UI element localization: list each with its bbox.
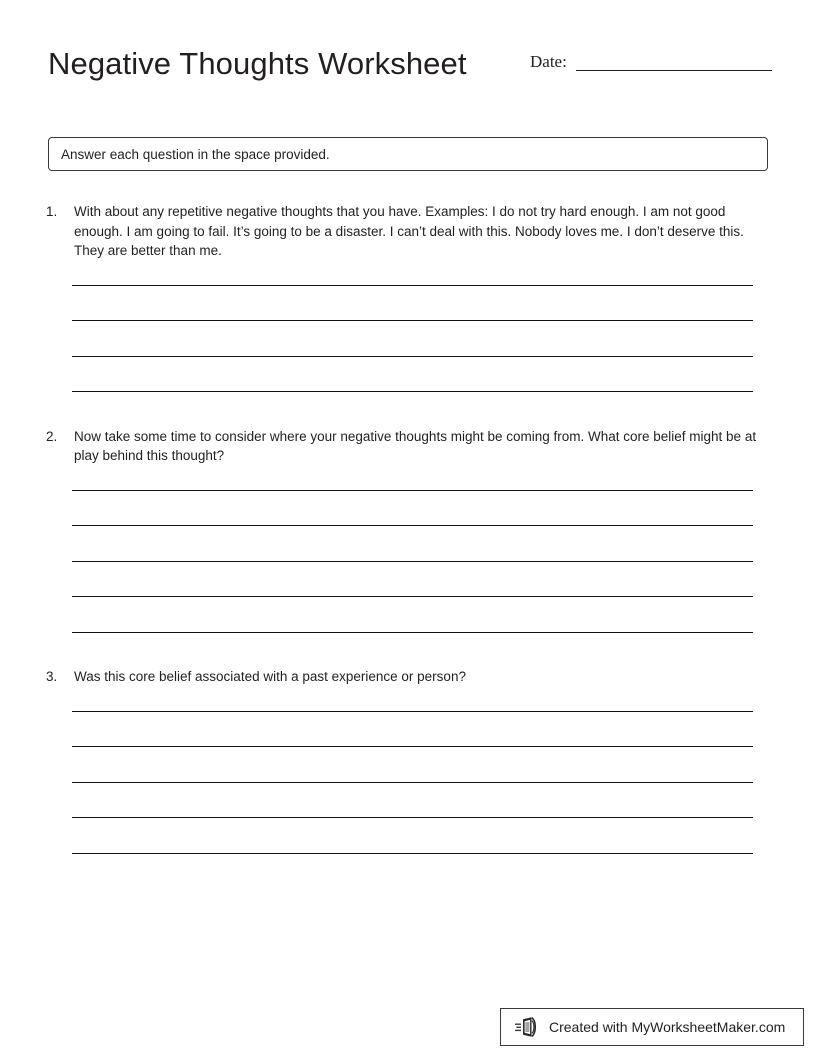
question-number: 1. — [46, 204, 58, 219]
footer-attribution-text: Created with MyWorksheetMaker.com — [549, 1019, 786, 1035]
answer-lines — [72, 687, 753, 854]
answer-line[interactable] — [72, 711, 753, 712]
question-block — [46, 202, 768, 392]
instruction-text: Answer each question in the space provided. — [61, 146, 330, 162]
answer-line[interactable] — [72, 391, 753, 392]
question-row — [46, 427, 768, 466]
question-number: 2. — [46, 428, 58, 444]
question-text: Was this core belief associated with a past experience or person? — [74, 669, 466, 684]
question-text: Now take some time to consider where your negative thoughts might be coming from. What core belief might be at play behind this thought? — [74, 428, 757, 463]
worksheet-maker-logo-icon — [515, 1015, 541, 1039]
answer-line[interactable] — [72, 320, 753, 321]
date-input-line[interactable] — [576, 70, 772, 71]
question-block — [46, 667, 768, 854]
question-block — [46, 427, 768, 633]
question-row — [46, 667, 768, 687]
question-row — [46, 202, 768, 261]
answer-line[interactable] — [72, 782, 753, 783]
answer-line[interactable] — [72, 490, 753, 491]
answer-lines — [72, 261, 753, 393]
page-title: Negative Thoughts Worksheet — [48, 46, 467, 81]
date-label: Date: — [530, 52, 567, 71]
worksheet-header — [48, 44, 768, 90]
instruction-box — [48, 137, 768, 171]
answer-line[interactable] — [72, 853, 753, 854]
question-number: 3. — [46, 669, 58, 684]
answer-line[interactable] — [72, 525, 753, 526]
question-text: With about any repetitive negative thoughts that you have. Examples: I do not try hard enough. I am not good enough. I am going to fail. It’s going to be a disaster. I can’t deal with this. Nobody loves me. I don’t deserve this. They are better than me. — [74, 204, 744, 258]
answer-line[interactable] — [72, 746, 753, 747]
answer-line[interactable] — [72, 356, 753, 357]
answer-line[interactable] — [72, 561, 753, 562]
answer-lines — [72, 466, 753, 633]
date-field-group — [530, 52, 772, 73]
questions-list — [46, 202, 768, 888]
answer-line[interactable] — [72, 632, 753, 633]
answer-line[interactable] — [72, 596, 753, 597]
answer-line[interactable] — [72, 285, 753, 286]
answer-line[interactable] — [72, 817, 753, 818]
footer-attribution-badge[interactable] — [500, 1008, 804, 1046]
